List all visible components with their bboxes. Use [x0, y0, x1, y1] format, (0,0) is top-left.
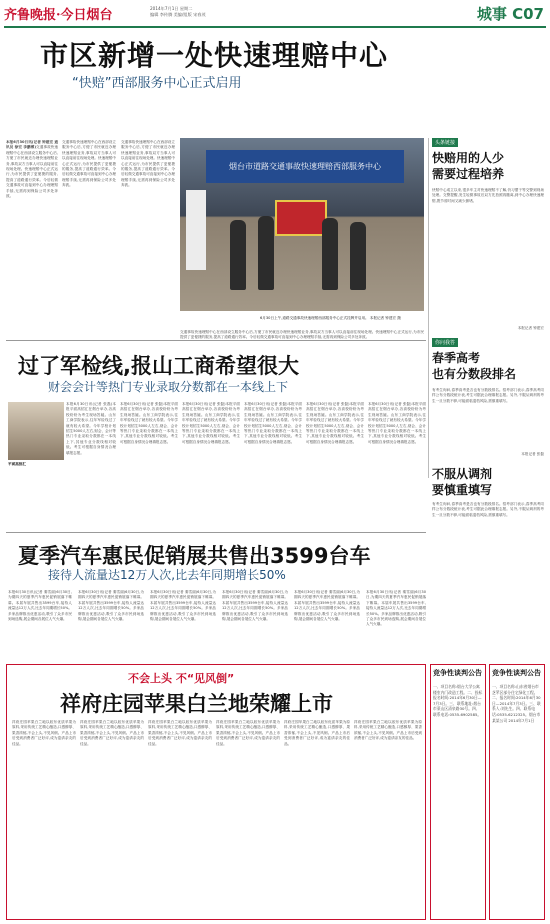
lead-body-2: 交通事故快速理赔中心在西部设立服务中心后,方便了市民就近办理快速理赔业务,事故双方当事人可以直接前往现场处理。快速理赔中心正式运行,为市民提供了更便捷的服务,提高了道路通行效率。今后轻微交通事故可直接到中心办理理赔手续,无需再到保险公司多处奔波。 — [62, 140, 116, 188]
headline-title: 市区新增一处快速理赔中心 — [40, 39, 389, 72]
article3-col-5 — [294, 590, 360, 656]
lead-body-3: 交通事故快速理赔中心在西部设立服务中心后,方便了市民就近办理快速理赔业务,事故双方当事人可以直接前往现场处理。快速理赔中心正式运行,为市民提供了更便捷的服务,提高了道路通行效率。今后轻微交通事故可直接到中心办理理赔手续,无需再到保险公司多处奔波。 — [121, 140, 175, 188]
article2-rule — [6, 340, 426, 341]
article3-col-4 — [222, 590, 288, 656]
article2-col-1 — [66, 402, 116, 530]
article2-col-6 — [368, 402, 426, 530]
article3-col-2 — [78, 590, 144, 656]
bottom-col-3 — [148, 720, 212, 914]
article2-body-3: 本报6月30日讯(记者 张磊)本报平面高招汇在烟台举办,各高校纷纷为考生现场答疑。山东工商学院表示,往年军检线过了就有较大希望。今年学校计划招生5000人左右,财会、会计等热门专业录取分数都在一本线上下,其他专业分数线相对较低。考生可根据自身情况合理填报志愿。 — [182, 402, 240, 444]
bottom-col-4 — [216, 720, 280, 914]
sidebar-title-2: 需要过程培养 — [432, 167, 505, 181]
article3-title: 夏季汽车惠民促销展共售出3599台车 — [18, 544, 371, 568]
bottom-body-1: 祥府庄园苹果白兰地以胶东优质苹果为原料,采用传统工艺精心酿造,口感醇厚、果香浓郁,不会上头,不见风倒。产品上市后受到消费者广泛好评,成为宴请亲友的佳品。 — [12, 720, 76, 746]
headline-subtitle: “快赔”西部服务中心正式启用 — [72, 76, 242, 91]
article2-col-3 — [182, 402, 240, 530]
issue-editors: 编辑 李传腾 美编/组版 宋春茂 — [150, 12, 206, 17]
qa2-title: 竞争性谈判公告 — [492, 669, 541, 677]
article2-body-5: 本报6月30日讯(记者 张磊)本报平面高招汇在烟台举办,各高校纷纷为考生现场答疑。山东工商学院表示,往年军检线过了就有较大希望。今年学校计划招生5000人左右,财会、会计等热门专业录取分数都在一本线上下,其他专业分数线相对较低。考生可根据自身情况合理填报志愿。 — [306, 402, 364, 444]
banner-left — [186, 190, 206, 270]
qa2-body: 一、项目名称:山东省烟台市芝罘区部分住宅绿化工程。二、报名时间:2014年6月30日—2014年7月3日。三、联系人:刘先生。四、联系电话:0535-6212325。烟台市某某公司 2014年7月1日 — [492, 684, 541, 723]
sidebar-author: 本报记者 钟建宏 — [517, 326, 544, 330]
sidebar2-tag: 你问我答 — [432, 338, 458, 347]
sidebar-title-1: 快赔用的人少 — [432, 151, 505, 165]
sidebar2-title-4: 要慎重填写 — [432, 483, 493, 497]
bottom-title: 祥府庄园苹果白兰地荣耀上市 — [60, 692, 333, 716]
newspaper-logo: 齐鲁晚报·今日烟台 — [4, 8, 113, 23]
qa1-title: 竞争性谈判公告 — [433, 669, 482, 677]
article2-photo — [8, 402, 64, 460]
article3-body-4: 本报6月30日讯(记者 秦雪丽)6月30日,为期四天的夏季汽车惠民促销展落下帷幕。本届车展共售出3599台车,接待人流量达12万人次,比去年同期增长50%。多家品牌推出优惠活动,吸引了众多市民到场选购,展会期间各展位人气火爆。 — [222, 590, 288, 622]
person-4 — [350, 222, 366, 290]
article3-subtitle: 接待人流量达12万人次,比去年同期增长50% — [48, 568, 286, 582]
article3-body-6: 本报6月30日讯(记者 秦雪丽)6月30日,为期四天的夏季汽车惠民促销展落下帷幕。本届车展共售出3599台车,接待人流量达12万人次,比去年同期增长50%。多家品牌推出优惠活动,吸引了众多市民到场选购,展会期间各展位人气火爆。 — [366, 590, 426, 627]
issue-date: 2014年7月1日 星期二 — [150, 6, 193, 11]
lead-body-4: 交通事故快速理赔中心在西部设立服务中心后,方便了市民就近办理快速理赔业务,事故双方当事人可以直接前往现场处理。快速理赔中心正式运行,为市民提供了更便捷的服务,提高了道路通行效率。今后轻微交通事故可直接到中心办理理赔手续,无需再到保险公司多处奔波。 — [180, 330, 424, 340]
sidebar2-author: 本报记者 张磊 — [521, 452, 544, 456]
article3-body-3: 本报6月30日讯(记者 秦雪丽)6月30日,为期四天的夏季汽车惠民促销展落下帷幕。本届车展共售出3599台车,接待人流量达12万人次,比去年同期增长50%。多家品牌推出优惠活动,吸引了众多市民到场选购,展会期间各展位人气火爆。 — [150, 590, 216, 622]
bottom-body-5: 祥府庄园苹果白兰地以胶东优质苹果为原料,采用传统工艺精心酿造,口感醇厚、果香浓郁,不会上头,不见风倒。产品上市后受到消费者广泛好评,成为宴请亲友的佳品。 — [284, 720, 350, 746]
bottom-body-3: 祥府庄园苹果白兰地以胶东优质苹果为原料,采用传统工艺精心酿造,口感醇厚、果香浓郁,不会上头,不见风倒。产品上市后受到消费者广泛好评,成为宴请亲友的佳品。 — [148, 720, 212, 746]
bottom-body-2: 祥府庄园苹果白兰地以胶东优质苹果为原料,采用传统工艺精心酿造,口感醇厚、果香浓郁,不会上头,不见风倒。产品上市后受到消费者广泛好评,成为宴请亲友的佳品。 — [80, 720, 144, 746]
sidebar2-title-1: 春季高考 — [432, 351, 481, 365]
bottom-col-2 — [80, 720, 144, 914]
bottom-col-6 — [354, 720, 422, 914]
article3-col-3 — [150, 590, 216, 656]
lead-byline: 本报6月30日讯(记者 钟建宏 通讯员 徐宏 李鹏博)交通事故快速理赔中心在西部设立服务中心后,方便了市民就近办理快速理赔业务,事故双方当事人可以直接前往现场处理。快速理赔中心正式运行,为市民提供了更便捷的服务,提高了道路通行效率。今后轻微交通事故可直接到中心办理理赔手续,无需再到保险公司多处奔波。 — [6, 140, 58, 199]
person-1 — [230, 220, 246, 290]
person-3 — [322, 218, 338, 290]
person-2 — [258, 216, 274, 290]
section-title: 城事 C07 — [476, 5, 544, 23]
plaque-cover — [275, 200, 327, 236]
article2-body-2: 本报6月30日讯(记者 张磊)本报平面高招汇在烟台举办,各高校纷纷为考生现场答疑。山东工商学院表示,往年军检线过了就有较大希望。今年学校计划招生5000人左右,财会、会计等热门专业录取分数都在一本线上下,其他专业分数线相对较低。考生可根据自身情况合理填报志愿。 — [120, 402, 178, 444]
sidebar2-title-3: 不服从调剂 — [432, 467, 493, 481]
qa1-body: 一、项目名称:烟台大学公寓楼室内门改造工程。二、投标报名时间:2014年6月30日—7月3日。三、联系地址:烟台市莱山区清泉路30号。四、联系电话:0535-6902585。 — [433, 684, 483, 717]
article3-col-6 — [366, 590, 426, 656]
lead-body: 交通事故快速理赔中心在西部设立服务中心后,方便了市民就近办理快速理赔业务,事故双方当事人可以直接前往现场处理。快速理赔中心正式运行,为市民提供了更便捷的服务,提高了道路通行效率。今后轻微交通事故可直接到中心办理理赔手续,无需再到保险公司多处奔波。 — [6, 145, 58, 199]
article2-body-1: 本报6月30日讯(记者 张磊)本报平面高招汇在烟台举办,各高校纷纷为考生现场答疑。山东工商学院表示,往年军检线过了就有较大希望。今年学校计划招生5000人左右,财会、会计等热门专业录取分数都在一本线上下,其他专业分数线相对较低。考生可根据自身情况合理填报志愿。 — [66, 402, 116, 455]
bottom-kicker: 不会上头 不“见风倒” — [128, 672, 235, 685]
article3-body-1: 本报6月30日讯(记者 秦雪丽)6月30日,为期四天的夏季汽车惠民促销展落下帷幕。本届车展共售出3599台车,接待人流量达12万人次,比去年同期增长50%。多家品牌推出优惠活动,吸引了众多市民到场选购,展会期间各展位人气火爆。 — [8, 590, 72, 622]
article2-col-5 — [306, 402, 364, 530]
sidebar2-body-2: 有考生询问,春季高考是否也有分数段排名。招考部门表示,春季高考同样公布分数段统计表,考生可据此合理填报志愿。另外,不服从调剂的考生一旦分数不够,可能面临退档风险,需慎重填写。 — [432, 502, 544, 517]
sidebar-tag: 头条链接 — [432, 138, 458, 147]
photo-caption: 6月30日上午,道路交通事故快速理赔西部服务中心正式挂牌并启用。 本报记者 钟建宏 摄 — [260, 316, 401, 320]
header-rule — [4, 26, 546, 28]
article2-subtitle: 财会会计等热门专业录取分数都在一本线上下 — [48, 380, 289, 394]
article2-body-4: 本报6月30日讯(记者 张磊)本报平面高招汇在烟台举办,各高校纷纷为考生现场答疑。山东工商学院表示,往年军检线过了就有较大希望。今年学校计划招生5000人左右,财会、会计等热门专业录取分数都在一本线上下,其他专业分数线相对较低。考生可根据自身情况合理填报志愿。 — [244, 402, 302, 444]
sidebar-divider — [428, 138, 429, 478]
article2-title: 过了军检线,报山工商希望很大 — [18, 354, 299, 378]
article3-body-2: 本报6月30日讯(记者 秦雪丽)6月30日,为期四天的夏季汽车惠民促销展落下帷幕。本届车展共售出3599台车,接待人流量达12万人次,比去年同期增长50%。多家品牌推出优惠活动,吸引了众多市民到场选购,展会期间各展位人气火爆。 — [78, 590, 144, 622]
article2-col-4 — [244, 402, 302, 530]
sidebar2-body: 有考生询问,春季高考是否也有分数段排名。招考部门表示,春季高考同样公布分数段统计表,考生可据此合理填报志愿。另外,不服从调剂的考生一旦分数不够,可能面临退档风险,需慎重填写。 — [432, 388, 544, 403]
sidebar2-title-2: 也有分数段排名 — [432, 367, 517, 381]
article2-photo-caption: 平面高招汇 — [8, 462, 26, 466]
bottom-body-6: 祥府庄园苹果白兰地以胶东优质苹果为原料,采用传统工艺精心酿造,口感醇厚、果香浓郁,不会上头,不见风倒。产品上市后受到消费者广泛好评,成为宴请亲友的佳品。 — [354, 720, 422, 741]
article2-col-2 — [120, 402, 178, 530]
article3-body-5: 本报6月30日讯(记者 秦雪丽)6月30日,为期四天的夏季汽车惠民促销展落下帷幕。本届车展共售出3599台车,接待人流量达12万人次,比去年同期增长50%。多家品牌推出优惠活动,吸引了众多市民到场选购,展会期间各展位人气火爆。 — [294, 590, 360, 622]
article2-body-6: 本报6月30日讯(记者 张磊)本报平面高招汇在烟台举办,各高校纷纷为考生现场答疑。山东工商学院表示,往年军检线过了就有较大希望。今年学校计划招生5000人左右,财会、会计等热门专业录取分数都在一本线上下,其他专业分数线相对较低。考生可根据自身情况合理填报志愿。 — [368, 402, 426, 444]
sidebar-body: 快赔中心成立以来,很多车主对快速理赔不了解,仍习惯于等交警到现场处理。交警提醒,发生轻微事故后双方先拍照再撤离,到中心办理快速理赔,既节省时间又减少拥堵。 — [432, 188, 544, 203]
article3-rule — [6, 532, 426, 533]
article3-col-1 — [8, 590, 72, 656]
photo-sign: 烟台市道路交通事故快速理赔西部服务中心 — [206, 150, 404, 183]
bottom-body-4: 祥府庄园苹果白兰地以胶东优质苹果为原料,采用传统工艺精心酿造,口感醇厚、果香浓郁,不会上头,不见风倒。产品上市后受到消费者广泛好评,成为宴请亲友的佳品。 — [216, 720, 280, 746]
bottom-col-1 — [12, 720, 76, 914]
bottom-col-5 — [284, 720, 350, 914]
issue-meta — [150, 6, 206, 18]
